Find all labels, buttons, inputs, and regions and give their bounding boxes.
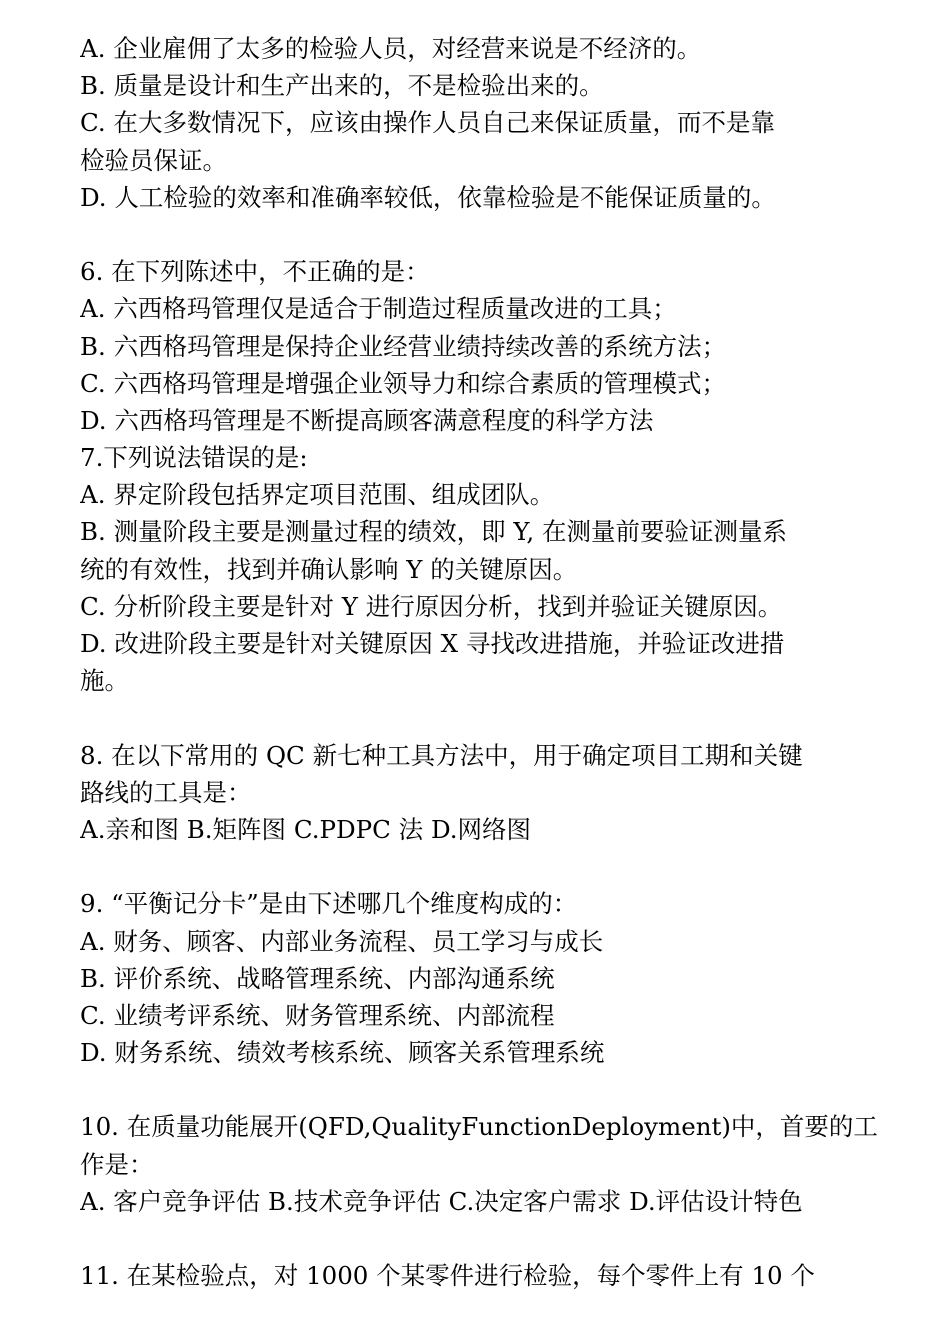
document-page bbox=[80, 30, 880, 1294]
text-line: 检验员保证。 bbox=[80, 145, 227, 175]
text-line: B. 评价系统、战略管理系统、内部沟通系统 bbox=[80, 963, 555, 993]
question-9: 9. “平衡记分卡”是由下述哪几个维度构成的： bbox=[80, 889, 578, 919]
text-line: B. 六西格玛管理是保持企业经营业绩持续改善的系统方法； bbox=[80, 331, 727, 361]
text-line: 作是： bbox=[80, 1149, 154, 1179]
text-line: C. 六西格玛管理是增强企业领导力和综合素质的管理模式； bbox=[80, 368, 726, 398]
text-line: A. 六西格玛管理仅是适合于制造过程质量改进的工具； bbox=[80, 294, 677, 324]
text-line: A. 界定阶段包括界定项目范围、组成团队。 bbox=[80, 480, 555, 510]
text-line: D. 六西格玛管理是不断提高顾客满意程度的科学方法 bbox=[80, 405, 654, 435]
question-7: 7.下列说法错误的是: bbox=[80, 443, 308, 473]
text-line: 统的有效性，找到并确认影响 Y 的关键原因。 bbox=[80, 554, 578, 584]
text-line: D. 改进阶段主要是针对关键原因 X 寻找改进措施，并验证改进措 bbox=[80, 629, 785, 658]
blank-line bbox=[80, 848, 880, 885]
blank-line bbox=[80, 699, 880, 736]
blank-line bbox=[80, 216, 880, 253]
question-10: 10. 在质量功能展开(QFD,QualityFunctionDeployment)中，首要的工 bbox=[80, 1112, 878, 1142]
text-line: A. 财务、顾客、内部业务流程、员工学习与成长 bbox=[80, 926, 604, 956]
text-line: D. 财务系统、绩效考核系统、顾客关系管理系统 bbox=[80, 1038, 605, 1068]
text-line: 路线的工具是： bbox=[80, 777, 252, 807]
text-line: B. 质量是设计和生产出来的，不是检验出来的。 bbox=[80, 71, 604, 101]
text-line: A.亲和图 B.矩阵图 C.PDPC 法 D.网络图 bbox=[80, 814, 531, 844]
text-line: B. 测量阶段主要是测量过程的绩效，即 Y, 在测量前要验证测量系 bbox=[80, 517, 787, 547]
text-line: A. 客户竞争评估 B.技术竞争评估 C.决定客户需求 D.评估设计特色 bbox=[80, 1186, 803, 1216]
question-8: 8. 在以下常用的 QC 新七种工具方法中，用于确定项目工期和关键 bbox=[80, 740, 803, 770]
question-11: 11. 在某检验点，对 1000 个某零件进行检验，每个零件上有 10 个 bbox=[80, 1261, 815, 1291]
text-line: C. 分析阶段主要是针对 Y 进行原因分析，找到并验证关键原因。 bbox=[80, 591, 783, 621]
blank-line bbox=[80, 1071, 880, 1108]
question-6: 6. 在下列陈述中，不正确的是： bbox=[80, 257, 430, 287]
text-line: 施。 bbox=[80, 666, 129, 696]
text-line: C. 业绩考评系统、财务管理系统、内部流程 bbox=[80, 1000, 555, 1030]
blank-line bbox=[80, 1220, 880, 1257]
text-line: A. 企业雇佣了太多的检验人员，对经营来说是不经济的。 bbox=[80, 34, 702, 63]
text-line: D. 人工检验的效率和准确率较低，依靠检验是不能保证质量的。 bbox=[80, 182, 776, 212]
text-line: C. 在大多数情况下，应该由操作人员自己来保证质量，而不是靠 bbox=[80, 108, 775, 138]
